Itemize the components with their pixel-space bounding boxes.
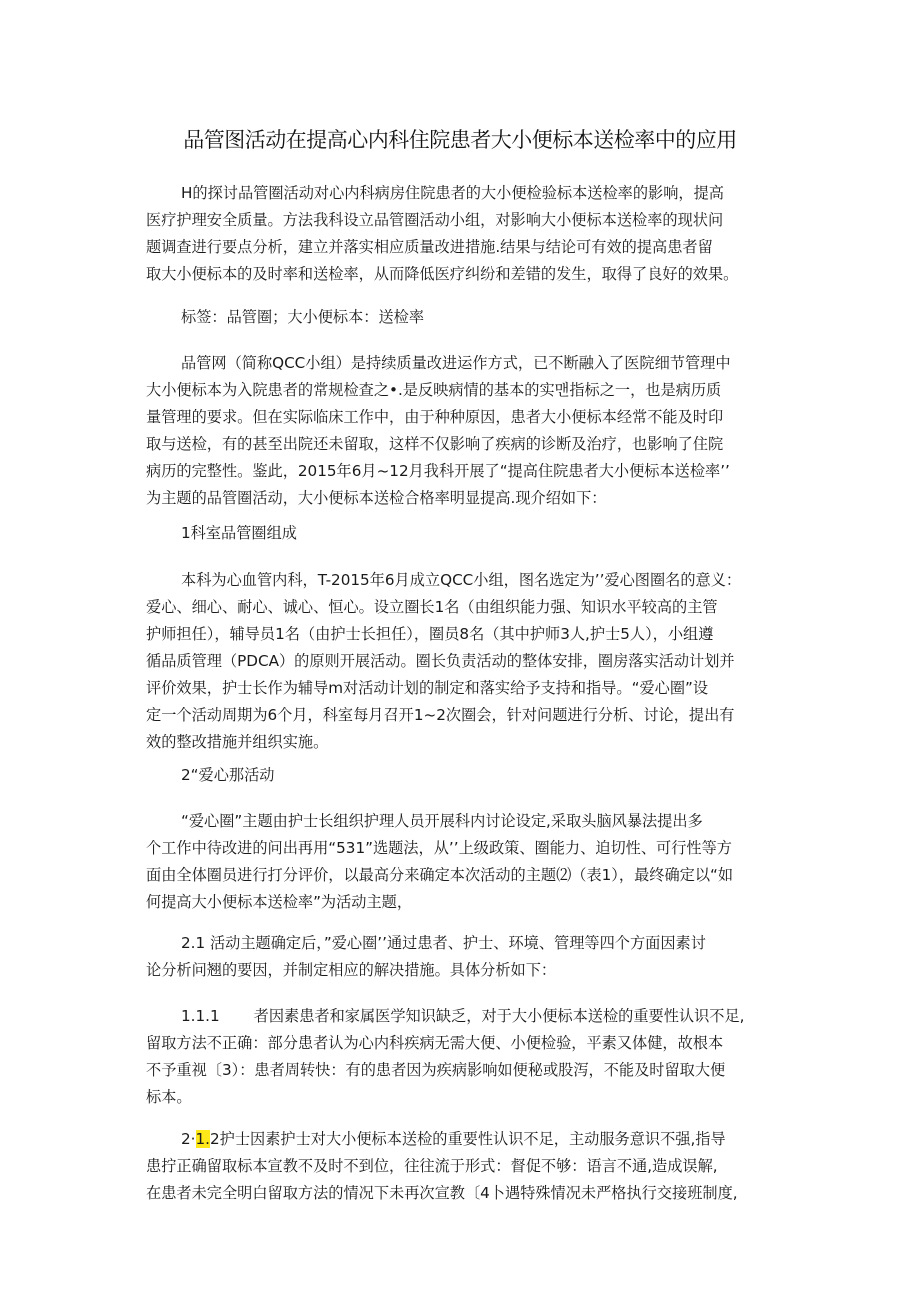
intro-paragraph [146,350,796,512]
section-1-line: 爱心、细心、耐心、诚心、恒心。设立圈长1名（由组织能力强、知识水平较高的主管 [146,598,718,616]
section-1-line: 循品质管理（PDCA）的原则开展活动。圈长负责活动的整体安排，圈房落实活动计划并 [146,652,735,670]
section-2-1-2-line [146,1126,796,1153]
section-2-1-2-text: 2护士因素护士对大小便标本送检的重要性认识不足，主动服务意识不强,指导 [210,1130,726,1148]
document-title: 品管图活动在提高心内科住院患者大小便标本送检率中的应用 [183,128,737,152]
intro-line: 大小便标本为入院患者的常规检查之•.是反映病情的基本的实맨指标之一，也是病历质 [146,381,722,399]
section-1-1-1-line: 不予重视〔3）：患者周转快：有的患者因为疾病影响如便秘或股泻，不能及时留取大便 [146,1061,726,1079]
keywords-paragraph [146,304,796,331]
intro-line: 为主题的品管圈活动，大小便标本送检合格率明显提高.现介绍如下： [146,489,607,507]
section-number: 1.1.1 [181,1007,220,1025]
section-heading-line: 2“爱心那活动 [181,766,275,784]
intro-line: 病历的完整性。鉴此，2015年6月~12月我科开展了“提高住院患者大小便标本送检率’’ [146,462,730,480]
section-1-line: 效的整改措施并组织实施。 [146,733,329,751]
section-1-line: 本科为心血管内科，T-2015年6月成立QCC小组，图名选定为’’爱心图圈名的意义： [181,571,742,589]
intro-line: 品管网（简称QCC小组）是持续质量改进运作方式，已不断融入了医院细节管理中 [181,354,731,372]
section-1-1-1-line [146,1003,796,1030]
section-1-1-1-paragraph [146,1003,796,1111]
section-1-1-1-line: 留取方法不正确：部分患者认为心内科疾病无需大便、小便检验，平素又体健，故根本 [146,1034,724,1052]
section-1-line: 评价效果，护士长作为辅导m对活动计划的制定和落实给予支持和指导。“爱心圈”设 [146,679,709,697]
section-2-line: “爱心圈”主题由护士长组织护理人员开展科内讨论设定,采取头脑风暴法提出多 [181,812,703,830]
section-1-1-1-line: 标本。 [146,1088,192,1106]
section-2-line: 面由全体圈员进行打分评价，以最高分来确定本次活动的主题⑵（表1），最终确定以“如 [146,866,734,884]
section-2-line: 何提高大小便标本送检率”为活动主题， [146,893,413,911]
abstract-line: 取大小便标本的及时率和送检率，从而降低医疗纠纷和差错的发生，取得了良好的效果。 [146,265,739,283]
abstract-line: 医疗护理安全质量。方法我科设立品管圈活动小组，对影响大小便标本送检率的现状问 [146,211,724,229]
abstract-line: 题调查进行要点分析，建立并落实相应质量改进措施.结果与结论可有效的提高患者留 [146,238,713,256]
section-2-1-line: 2.1 活动主题确定后，”爱心圈’’通过患者、护士、环境、管理等四个方面因素讨 [181,934,706,952]
intro-line: 取与送检，有的甚至出院还未留取，这样不仅影响了疾病的诊断及治疗，也影响了住院 [146,435,724,453]
highlighted-text: 1. [195,1130,210,1148]
section-1-1-1-text: 者因素患者和家属医学知识缺乏，对于大小便标本送检的重要性认识不足, [253,1007,745,1025]
section-1-paragraph [146,567,796,756]
section-1-heading [146,520,796,547]
section-2-paragraph [146,808,796,916]
section-2-line: 个工作中待改进的问出再用“531”选题法，从’’上级政策、圈能力、迫切性、可行性等方 [146,839,732,857]
section-number-prefix: 2· [181,1130,196,1148]
section-2-1-paragraph [146,930,796,984]
section-2-1-2-line: 在患者未完全明白留取方法的情况下未再次宣教〔4卜遇特殊情况未严格执行交接班制度, [146,1184,738,1202]
section-2-1-line: 论分析问翘的要因，并制定相应的解决措施。具体分析如下： [146,961,557,979]
abstract-line: H的探讨品管圈活动对心内科病房住院患者的大小便检验标本送检率的影响，提高 [181,184,724,202]
intro-line: 量管理的要求。但在实际临床工作中，由于种种原因，患者大小便标本经常不能及时印 [146,408,724,426]
section-heading-line: 1科室品管圈组成 [181,524,297,542]
section-1-line: 定一个活动周期为6个月，科室每月召开1~2次圈会，针对问题进行分析、讨论，提出有 [146,706,735,724]
abstract-paragraph [146,180,796,288]
section-2-heading [146,762,796,789]
section-2-1-2-paragraph [146,1126,796,1207]
section-2-1-2-line: 患拧正确留取标本宣教不及时不到位，往往流于形式：督促不够：语言不通,造成误解, [146,1157,718,1175]
section-1-line: 护师担任），辅导员1名（由护士长担任），圈员8名（其中护师3人,护士5人），小组遵 [146,625,714,643]
keywords-line: 标签：品管圈；大小便标本：送检率 [181,308,424,326]
